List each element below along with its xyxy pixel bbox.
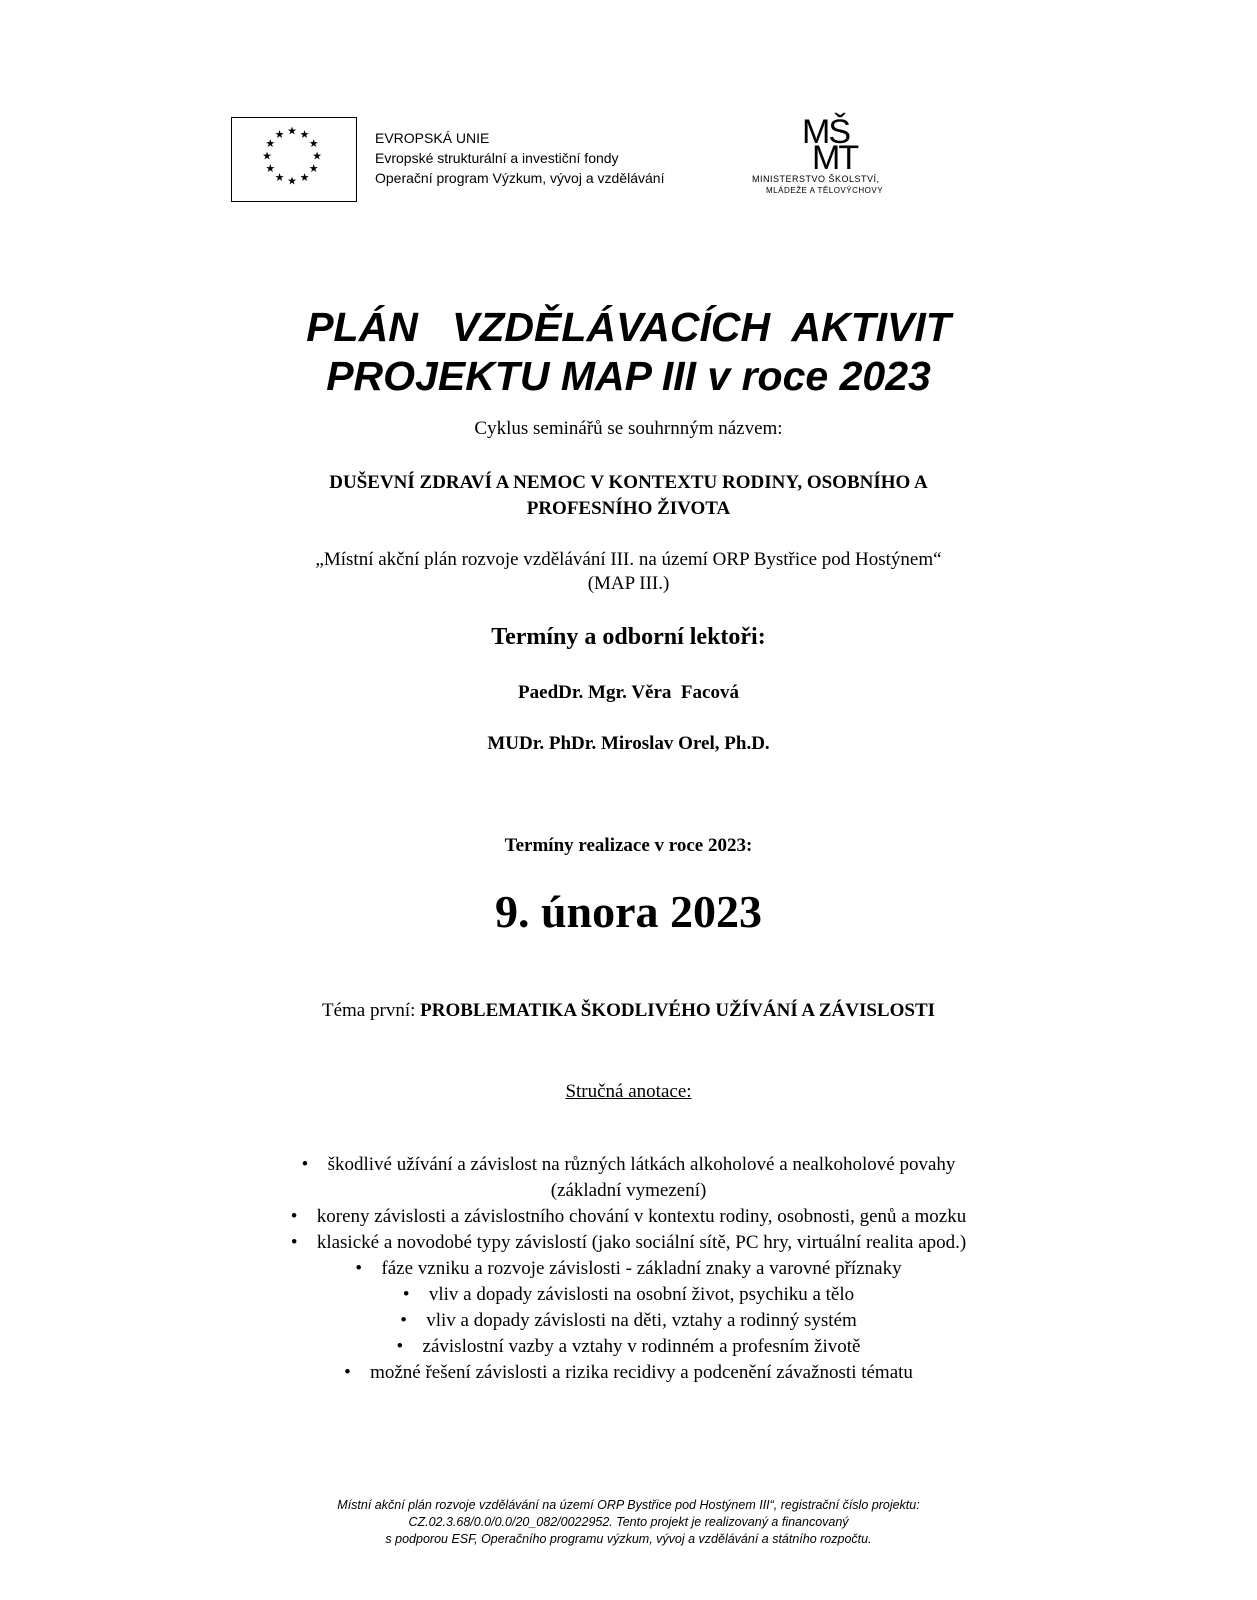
list-item: [0, 1230, 1257, 1256]
eu-star-icon: ★: [265, 137, 276, 150]
list-item: [0, 1308, 1257, 1334]
bullet-icon: •: [301, 1154, 309, 1175]
footer-line: CZ.02.3.68/0.0/0.0/20_082/0022952. Tento projekt je realizovaný a financovaný: [408, 1515, 849, 1529]
list-item-text: fáze vzniku a rozvoje závislosti - základní znaky a varovné příznaky: [381, 1258, 902, 1279]
msmt-line-1: MINISTERSTVO ŠKOLSTVÍ,: [752, 174, 880, 184]
eu-star-icon: ★: [308, 162, 319, 175]
list-item-text: koreny závislosti a závislostního chování v kontextu rodiny, osobnosti, genů a mozku: [316, 1206, 967, 1227]
eu-star-icon: ★: [299, 171, 310, 185]
eu-text-block: [375, 128, 664, 188]
annotation-heading: Stručná anotace:: [565, 1081, 692, 1102]
lecturers-heading: Termíny a odborní lektoři:: [491, 624, 766, 650]
eu-star-icon: ★: [299, 127, 310, 141]
cycle-name-line-1: DUŠEVNÍ ZDRAVÍ A NEMOC V KONTEXTU RODINY, OSOBNÍHO A: [329, 472, 928, 493]
topic-label: Téma první:: [321, 1000, 421, 1021]
topic-value: PROBLEMATIKA ŠKODLIVÉHO UŽÍVÁNÍ A ZÁVISLOSTI: [420, 1000, 936, 1021]
list-item: [0, 1282, 1257, 1308]
dates-heading: Termíny realizace v roce 2023:: [504, 835, 753, 856]
list-item-text: možné řešení závislosti a rizika recidivy a podcenění závažnosti tématu: [370, 1362, 913, 1383]
footer-note: [0, 1497, 1257, 1548]
cycle-name-line-2: PROFESNÍHO ŽIVOTA: [526, 498, 731, 519]
bullet-icon: •: [344, 1362, 351, 1383]
bullet-icon: •: [355, 1258, 363, 1279]
cycle-intro: Cyklus seminářů se souhrnným názvem:: [474, 418, 783, 439]
eu-line: Evropské strukturální a investiční fondy: [375, 150, 619, 166]
cycle-name: [0, 470, 1257, 522]
eu-star-icon: ★: [265, 162, 276, 175]
eu-star-icon: ★: [287, 174, 297, 188]
eu-star-icon: ★: [308, 137, 319, 150]
msmt-logo: [752, 113, 932, 202]
list-item-continuation: [0, 1178, 1257, 1204]
document-title: [0, 303, 1257, 401]
list-item-text: vliv a dopady závislosti na děti, vztahy a rodinný systém: [426, 1310, 857, 1331]
bullet-icon: •: [290, 1232, 298, 1253]
list-item-text: klasické a novodobé typy závislostí (jako sociální sítě, PC hry, virtuální realita apod.): [316, 1232, 967, 1253]
list-item-text: vliv a dopady závislosti na osobní život, psychiku a tělo: [428, 1284, 855, 1305]
list-item: [0, 1152, 1257, 1178]
list-item: [0, 1256, 1257, 1282]
bullet-icon: •: [290, 1206, 298, 1227]
footer-line: s podporou ESF, Operačního programu výzkum, vývoj a vzdělávání a státního rozpočtu.: [385, 1532, 872, 1546]
bullet-icon: •: [400, 1310, 407, 1331]
eu-star-icon: ★: [287, 124, 297, 138]
eu-line: EVROPSKÁ UNIE: [375, 130, 490, 146]
bullet-icon: •: [396, 1336, 404, 1357]
msmt-mark-top: MŠ: [802, 113, 849, 151]
lecturer-name: PaedDr. Mgr. Věra Facová: [518, 682, 739, 703]
eu-flag-logo: [231, 117, 357, 202]
eu-stars-icon: [232, 118, 355, 200]
footer-line: Místní akční plán rozvoje vzdělávání na území ORP Bystřice pod Hostýnem III“, registrační číslo projektu:: [337, 1498, 920, 1512]
list-item: [0, 1334, 1257, 1360]
eu-line: Operační program Výzkum, vývoj a vzdělávání: [375, 170, 665, 186]
list-item-text: škodlivé užívání a závislost na různých látkách alkoholové a nealkoholové povahy: [327, 1154, 956, 1175]
eu-star-icon: ★: [274, 171, 285, 185]
eu-star-icon: ★: [274, 127, 285, 141]
event-date: 9. února 2023: [494, 886, 763, 937]
project-name: [0, 548, 1257, 596]
bullet-icon: •: [402, 1284, 410, 1305]
list-item: [0, 1204, 1257, 1230]
list-item: [0, 1360, 1257, 1386]
eu-star-icon: ★: [262, 149, 272, 163]
project-name-line-1: „Místní akční plán rozvoje vzdělávání III. na území ORP Bystřice pod Hostýnem“: [315, 549, 942, 570]
topic: [0, 1000, 1257, 1022]
list-item-text: závislostní vazby a vztahy v rodinném a profesním životě: [422, 1336, 861, 1357]
project-name-line-2: (MAP III.): [587, 573, 670, 594]
msmt-mark-bottom: MT: [812, 139, 858, 177]
eu-star-icon: ★: [312, 149, 322, 163]
annotation-list: [0, 1152, 1257, 1386]
lecturer-name: MUDr. PhDr. Miroslav Orel, Ph.D.: [487, 733, 770, 754]
list-item-text: (základní vymezení): [550, 1180, 707, 1201]
title-line-2: PROJEKTU MAP III v roce 2023: [326, 353, 931, 399]
title-line-1: PLÁN VZDĚLÁVACÍCH AKTIVIT: [306, 304, 951, 350]
msmt-line-2: MLÁDEŽE A TĚLOVÝCHOVY: [766, 186, 884, 195]
